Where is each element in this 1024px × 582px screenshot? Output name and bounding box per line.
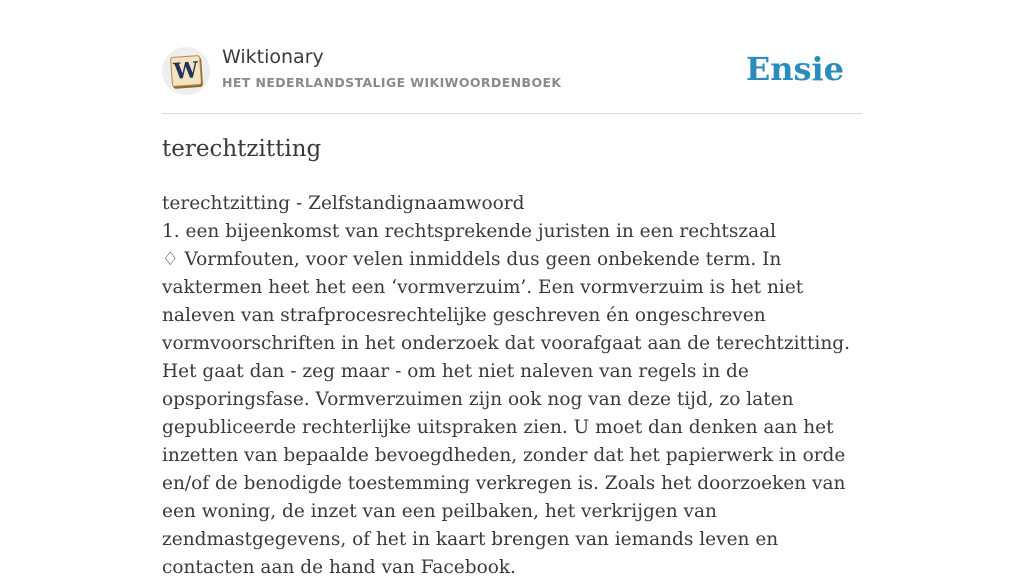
wiktionary-logo[interactable] <box>162 47 210 95</box>
example-text: ♢ Vormfouten, voor velen inmiddels dus geen onbekende term. In vaktermen heet het een ‘vormverzuim’. Een vormverzuim is het niet naleven van strafprocesrechtelijke geschreven én ongeschreven vormvoorschriften in het onderzoek dat voorafgaat aan de terechtzitting. Het gaat dan - zeg maar - om het niet naleven van regels in de opsporingsfase. Vormverzuimen zijn ook nog van deze tijd, zo laten gepubliceerde rechterlijke uitspraken zien. U moet dan denken aan het inzetten van bepaalde bevoegdheden, zonder dat het papierwerk in orde en/of de benodigde toestemming verkregen is. Zoals het doorzoeken van een woning, de inzet van een peilbaken, het verkrijgen van zendmastgegevens, of het in kaart brengen van iemands leven en contacten aan de hand van Facebook. <box>162 249 850 578</box>
ensie-brand-link[interactable]: Ensie <box>745 50 844 88</box>
site-name[interactable]: Wiktionary <box>222 46 324 68</box>
wiktionary-logo-icon: W <box>170 55 202 87</box>
header-divider <box>162 113 862 114</box>
page-title: terechtzitting <box>162 136 322 162</box>
definition-text: 1. een bijeenkomst van rechtsprekende juristen in een rechtszaal <box>162 221 777 242</box>
site-header <box>162 44 862 94</box>
definition-content <box>162 190 867 582</box>
site-tagline: HET NEDERLANDSTALIGE WIKIWOORDENBOEK <box>222 75 562 90</box>
word-type-line: terechtzitting - Zelfstandignaamwoord <box>162 193 525 214</box>
